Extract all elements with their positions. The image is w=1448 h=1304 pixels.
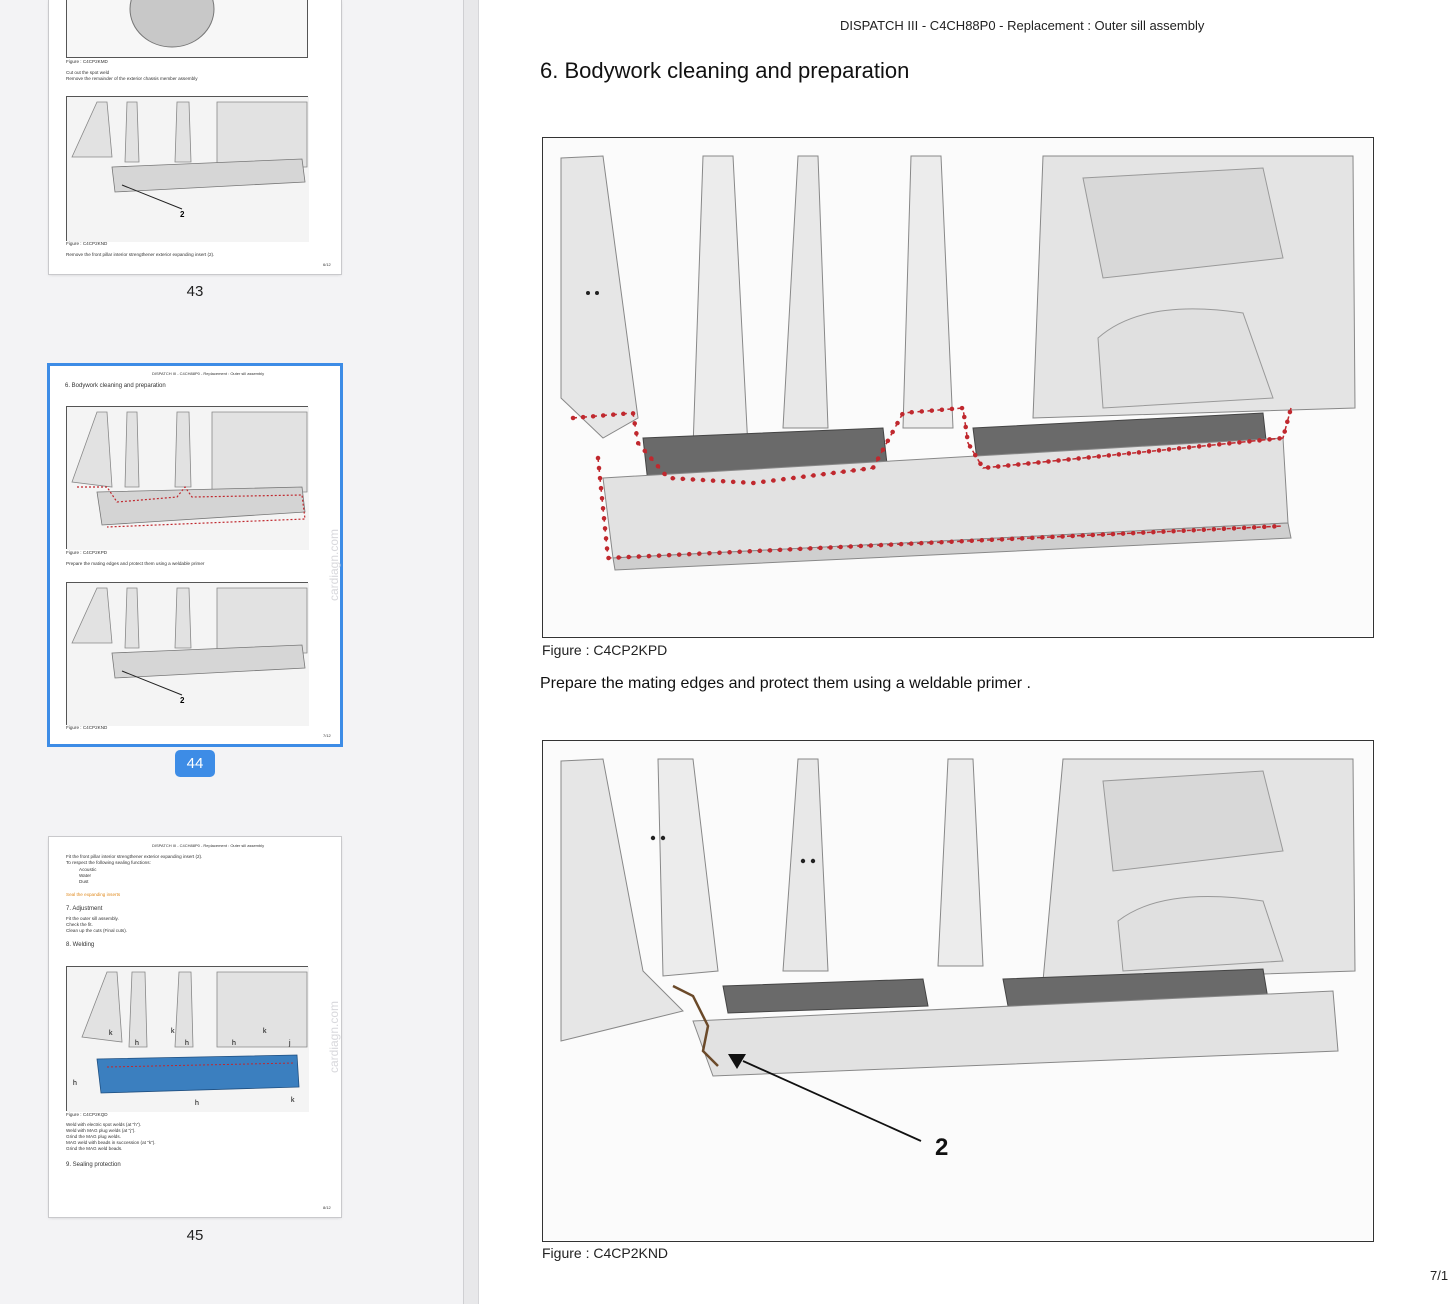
sidebar-resize-handle[interactable] [463, 0, 479, 1304]
thumbnail-figure [66, 96, 308, 241]
text-line: Fit the outer sill assembly. [66, 916, 119, 921]
section-heading: 7. Adjustment [66, 906, 103, 912]
part-label: 2 [180, 696, 185, 705]
instruction-text: Prepare the mating edges and protect them using a weldable primer . [540, 675, 1031, 692]
page-mark: 8/12 [323, 1205, 331, 1210]
weld-label: h [232, 1040, 236, 1047]
bullet-item: Water [79, 873, 92, 878]
instruction-text: Prepare the mating edges and protect them using a weldable primer [66, 561, 205, 566]
text-line: Weld with MAG plug welds (at "j"). [66, 1128, 136, 1133]
text-line: MAG weld with beads in succession (at "k"). [66, 1140, 156, 1145]
text-line: Remove the remainder of the exterior chassis member assembly [66, 76, 198, 81]
text-line: Grind the MAG plug welds. [66, 1134, 121, 1139]
text-line: Fit the front pillar interior strengthener exterior expanding insert (2). [66, 854, 203, 859]
section-heading: 8. Welding [66, 942, 95, 948]
figure-caption: Figure : C4CP2KMD [66, 59, 108, 64]
weld-label: k [291, 1097, 295, 1104]
weld-label: h [195, 1100, 199, 1107]
bullet-item: Acoustic [79, 867, 97, 872]
page-thumbnail-44[interactable] [50, 366, 340, 744]
thumbnail-title: 6. Bodywork cleaning and preparation [65, 383, 166, 389]
thumbnail-figure [66, 582, 308, 725]
text-line: Weld with electric spot welds (at "h"). [66, 1122, 142, 1127]
sill-illustration [67, 407, 309, 550]
page-indicator: 7/1 [1430, 1268, 1448, 1283]
page-number-45[interactable]: 45 [186, 1227, 204, 1244]
text-line: To respect the following sealing functions: [66, 860, 151, 865]
link-text[interactable]: Seal the expanding inserts [66, 892, 121, 897]
text-line: Check the fit. [66, 922, 93, 927]
weld-label: k [171, 1028, 175, 1035]
document-page [480, 0, 1448, 1304]
sill-insert-illustration [543, 741, 1372, 1240]
welding-illustration [67, 967, 309, 1112]
figure-1-caption: Figure : C4CP2KPD [542, 642, 668, 658]
section-title: 6. Bodywork cleaning and preparation [540, 58, 910, 83]
figure-caption: Figure : C4CP2KND [66, 725, 108, 730]
figure-1 [542, 137, 1374, 638]
watermark: cardiagn.com [327, 1000, 341, 1073]
thumbnail-figure [66, 0, 308, 58]
text-line: Remove the front pillar interior strengthener exterior expanding insert (2). [66, 252, 215, 257]
figure-caption: Figure : C4CP2KND [66, 241, 108, 246]
part-label: 2 [180, 210, 185, 219]
thumbnail-figure [66, 966, 308, 1111]
thumbnail-figure [66, 406, 308, 549]
weld-label: k [109, 1030, 113, 1037]
section-heading: 9. Sealing protection [66, 1162, 121, 1168]
weld-label: k [263, 1028, 267, 1035]
thumbnail-sidebar [0, 0, 463, 1304]
part-label-2: 2 [935, 1134, 949, 1161]
page-thumbnail-45[interactable] [49, 837, 341, 1217]
sill-illustration [67, 97, 309, 242]
weld-label: h [135, 1040, 139, 1047]
page-thumbnail-43[interactable] [49, 0, 341, 274]
text-line: Clean up the cuts (Final cuts). [66, 928, 128, 933]
sill-sealing-illustration [543, 138, 1372, 636]
figure-caption: Figure : C4CP2KQD [66, 1112, 108, 1117]
bullet-item: Dust [79, 879, 89, 884]
figure-2-caption: Figure : C4CP2KND [542, 1245, 669, 1261]
figure-caption: Figure : C4CP2KPD [66, 550, 108, 555]
weld-label: h [73, 1080, 77, 1087]
page-mark: 6/12 [323, 262, 331, 267]
text-line: Grind the MAG weld beads. [66, 1146, 123, 1151]
page-number-44[interactable]: 44 [175, 750, 215, 777]
page-number-43[interactable]: 43 [186, 283, 204, 300]
thumbnail-header: DISPATCH III - C4CH88P0 - Replacement : Outer sill assembly [152, 843, 265, 848]
page-header: DISPATCH III - C4CH88P0 - Replacement : Outer sill assembly [840, 18, 1205, 33]
page-mark: 7/12 [323, 733, 331, 738]
thumbnail-header: DISPATCH III - C4CH88P0 - Replacement : Outer sill assembly [152, 371, 265, 376]
figure-2 [542, 740, 1374, 1242]
wheel-illustration [67, 0, 309, 59]
weld-label: h [185, 1040, 189, 1047]
sill-illustration [67, 583, 309, 726]
watermark: cardiagn.com [327, 528, 341, 601]
weld-label: j [289, 1040, 291, 1047]
text-line: Cut out the spot weld [66, 70, 110, 75]
